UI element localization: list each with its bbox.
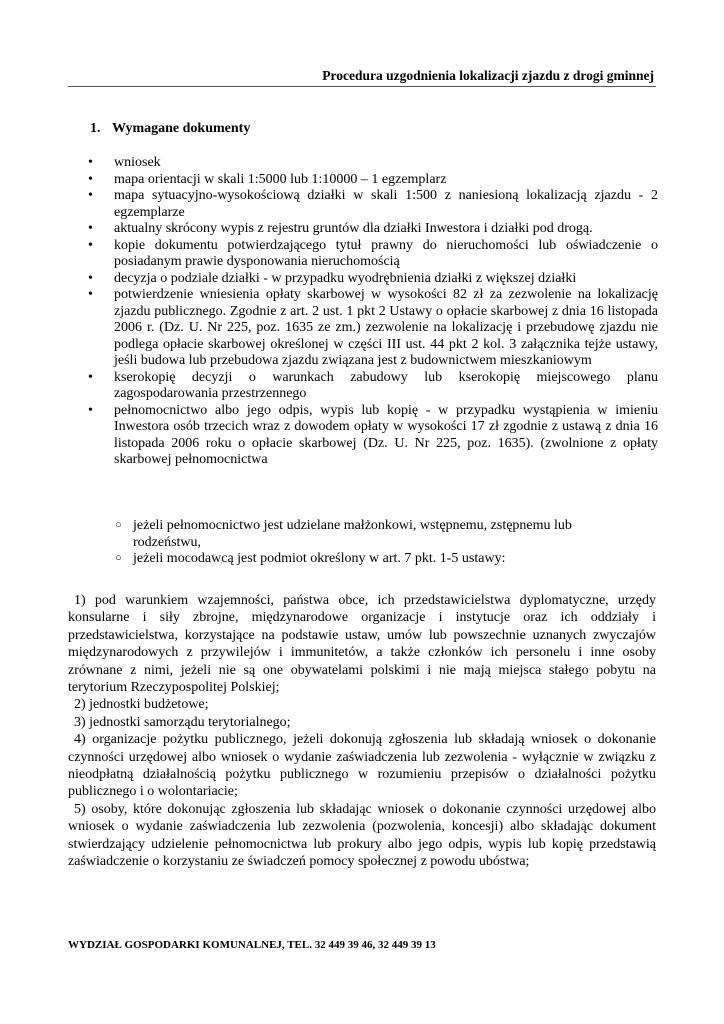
numbered-item xyxy=(68,696,656,713)
numbered-item-text: organizacje pożytku publicznego, jeżeli dokonują zgłoszenia lub składają wniosek o dokonanie czynności urzędowej albo wniosek o wydanie zaświadczenia lub zezwolenia - wyłącznie w związku z nieodpłatną działalnością pożytku publicznego w rozumieniu przepisów o działalności pożytku publicznego i o wolontariacie; xyxy=(68,732,656,800)
circle-bullet-icon: ○ xyxy=(115,519,122,531)
numbered-item-number: 1) xyxy=(74,593,86,608)
list-item-text: wniosek xyxy=(114,155,161,170)
bullet-icon: • xyxy=(88,287,93,302)
list-item-text: mapa orientacji w skali 1:5000 lub 1:10000 – 1 egzemplarz xyxy=(114,171,447,187)
sub-list-item-text: jeżeli pełnomocnictwo jest udzielane małżonkowi, wstępnemu, zstępnemu lub rodzeństwu, xyxy=(133,518,572,550)
numbered-item-number: 4) xyxy=(74,732,86,748)
bullet-icon: • xyxy=(88,221,93,236)
numbered-item xyxy=(68,714,656,731)
list-item-text: kserokopię decyzji o warunkach zabudowy lub kserokopię miejscowego planu zagospodarowania przestrzennego xyxy=(114,369,658,401)
list-item xyxy=(88,287,658,370)
power-of-attorney-exemptions-list xyxy=(115,518,635,568)
exempt-entities-list xyxy=(68,592,656,871)
bullet-icon: • xyxy=(88,188,93,203)
list-item-text: potwierdzenie wniesienia opłaty skarbowej w wysokości 82 zł za zezwolenie na lokalizację zjazdu publicznego. Zgodnie z art. 2 ust. 1 pkt 2 Ustawy o opłacie skarbowej z dnia 16 listopada 2006 r. (Dz. U. Nr 225, poz. 1635 ze zm.) zezwolenie na lokalizację i przebudowę zjazdu nie podlega opłacie skarbowej określonej w części III ust. 44 pkt 2 kol. 3 załącznika tejże ustawy, jeśli budowa lub przebudowa zjazdu związana jest z budownictwem mieszkaniowym xyxy=(114,287,658,368)
required-documents-list xyxy=(88,155,658,469)
numbered-item-number: 3) xyxy=(74,714,86,730)
list-item xyxy=(88,172,658,189)
sub-list-item xyxy=(115,551,635,568)
numbered-item-text: jednostki budżetowe; xyxy=(89,697,209,713)
list-item-text: kopie dokumentu potwierdzającego tytuł prawny do nieruchomości lub oświadczenie o posiadanym prawie dysponowania nieruchomością xyxy=(114,237,658,269)
sub-list-item xyxy=(115,518,635,551)
section-number: 1. xyxy=(90,121,101,136)
list-item-text: pełnomocnictwo albo jego odpis, wypis lub kopię - w przypadku wystąpienia w imieniu Inwestora osób trzecich wraz z dowodem opłaty w wysokości 17 zł zgodnie z ustawą z dnia 16 listopada 2006 roku o opłacie skarbowej (Dz. U. Nr 225, poz. 1635). (zwolnione z opłaty skarbowej pełnomocnictwa xyxy=(114,402,658,467)
numbered-item-text: osoby, które dokonując zgłoszenia lub składając wniosek o dokonanie czynności urzędowej albo wniosek o wydanie zaświadczenia lub zezwolenia (pozwolenia, koncesji) albo składając dokument stwierdzający udzielenie pełnomocnictwa lub prokury albo jego odpis, wypis lub kopię przedstawią zaświadczenie o korzystaniu ze świadczeń pomocy społecznej z powodu ubóstwa; xyxy=(68,801,657,870)
bullet-icon: • xyxy=(88,171,93,187)
list-item xyxy=(88,221,658,238)
numbered-item xyxy=(68,801,656,871)
numbered-item-text: pod warunkiem wzajemności, państwa obce, ich przedstawicielstwa dyplomatyczne, urzędy konsularne i siły zbrojne, międzynarodowe organizacje i instytucje oraz ich oddziały i przedstawicielstwa, korzystające na podstawie ustaw, umów lub powszechnie uznanych zwyczajów międzynarodowych z przywilejów i immunitetów, a także członków ich personelu i inne osoby zrównane z nimi, jeżeli nie są one obywatelami polskimi i nie mają miejsca stałego pobytu na terytorium Rzeczypospolitej Polskiej; xyxy=(68,593,656,696)
numbered-item-number: 2) xyxy=(74,697,86,713)
bullet-icon: • xyxy=(88,237,93,253)
list-item xyxy=(88,370,658,403)
bullet-icon: • xyxy=(88,402,93,418)
page-header-title: Procedura uzgodnienia lokalizacji zjazdu z drogi gminnej xyxy=(322,68,654,83)
section-title: Wymagane dokumenty xyxy=(112,121,251,136)
section-heading xyxy=(90,121,250,137)
sub-list-item-text: jeżeli mocodawcą jest podmiot określony w art. 7 pkt. 1-5 ustawy: xyxy=(133,551,506,566)
list-item xyxy=(88,155,658,172)
numbered-item-number: 5) xyxy=(74,801,86,817)
bullet-icon: • xyxy=(88,270,93,286)
numbered-item-text: jednostki samorządu terytorialnego; xyxy=(89,714,291,730)
list-item xyxy=(88,403,658,469)
list-item-text: aktualny skrócony wypis z rejestru gruntów dla działki Inwestora i działki pod drogą. xyxy=(114,221,593,236)
bullet-icon: • xyxy=(88,369,93,385)
list-item-text: mapa sytuacyjno-wysokościową działki w skali 1:500 z naniesioną lokalizacją zjazdu - 2 egzemplarze xyxy=(114,188,658,220)
page-footer: WYDZIAŁ GOSPODARKI KOMUNALNEJ, TEL. 32 449 39 46, 32 449 39 13 xyxy=(68,939,436,951)
header-divider xyxy=(68,86,656,87)
bullet-icon: • xyxy=(88,155,93,170)
list-item xyxy=(88,271,658,288)
numbered-item xyxy=(68,592,656,696)
list-item xyxy=(88,188,658,221)
list-item-text: decyzja o podziale działki - w przypadku wyodrębnienia działki z większej działki xyxy=(114,270,577,286)
circle-bullet-icon: ○ xyxy=(115,552,122,564)
numbered-item xyxy=(68,731,656,801)
list-item xyxy=(88,238,658,271)
